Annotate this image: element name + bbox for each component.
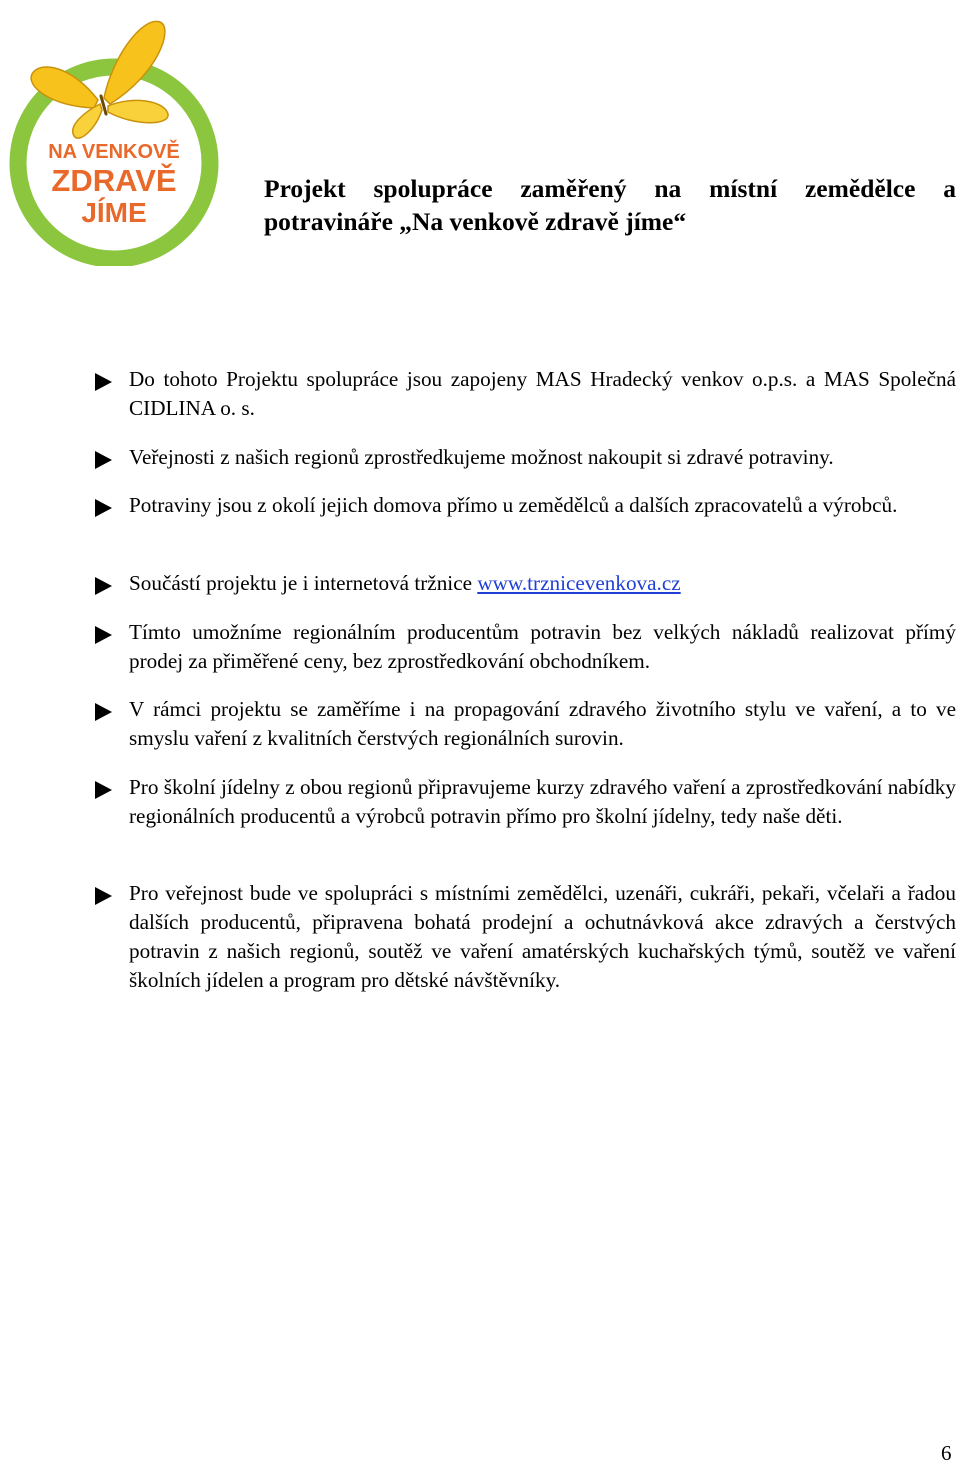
logo-text-line3: JÍME <box>81 197 147 228</box>
list-item-text: Veřejnosti z našich regionů zprostředkujeme možnost nakoupit si zdravé potraviny. <box>129 445 834 469</box>
document-title: Projekt spolupráce zaměřený na místní zemědělce a potravináře „Na venkově zdravě jíme“ <box>264 174 956 236</box>
triangle-bullet-icon <box>95 703 112 721</box>
page-number: 6 <box>941 1441 952 1465</box>
list-item-text: Pro veřejnost bude ve spolupráci s místními zemědělci, uzenáři, cukráři, pekaři, včelaři a řadou dalších producentů, připravena bohatá prodejní a ochutnávková akce zdravých a čerstvých potravin z našich regionů, soutěž ve vaření amatérských kuchařských týmů, soutěž ve vaření školních jídelen a program pro dětské návštěvníky. <box>129 881 956 992</box>
triangle-bullet-icon <box>95 626 112 644</box>
marketplace-link[interactable]: www.trznicevenkova.cz <box>477 571 681 595</box>
triangle-bullet-icon <box>95 887 112 905</box>
list-item-text-part: Součástí projektu je i internetová tržnice <box>129 571 478 595</box>
triangle-bullet-icon <box>95 373 112 391</box>
list-item-text: Tímto umožníme regionálním producentům potravin bez velkých nákladů realizovat přímý prodej za přiměřené ceny, bez zprostředkování obchodníkem. <box>129 620 956 673</box>
logo-na-venkove-zdrave-jime <box>2 8 222 266</box>
list-item-text: V rámci projektu se zaměříme i na propagování zdravého životního stylu ve vaření, a to ve smyslu vaření z kvalitních čerstvých regionálních surovin. <box>129 697 956 750</box>
list-item-text <box>129 569 956 598</box>
triangle-bullet-icon <box>95 577 112 595</box>
list-item-text: Do tohoto Projektu spolupráce jsou zapojeny MAS Hradecký venkov o.p.s. a MAS Společná CIDLINA o. s. <box>129 367 956 420</box>
logo-text-line1: NA VENKOVĚ <box>48 141 180 163</box>
triangle-bullet-icon <box>95 499 112 517</box>
logo-text-line2: ZDRAVĚ <box>51 163 177 198</box>
triangle-bullet-icon <box>95 451 112 469</box>
list-item-text: Pro školní jídelny z obou regionů připravujeme kurzy zdravého vaření a zprostředkování nabídky regionálních producentů a výrobců potravin přímo pro školní jídelny, tedy naše děti. <box>129 775 956 828</box>
list-item-text: Potraviny jsou z okolí jejich domova přímo u zemědělců a dalších zpracovatelů a výrobců. <box>129 493 898 517</box>
triangle-bullet-icon <box>95 781 112 799</box>
